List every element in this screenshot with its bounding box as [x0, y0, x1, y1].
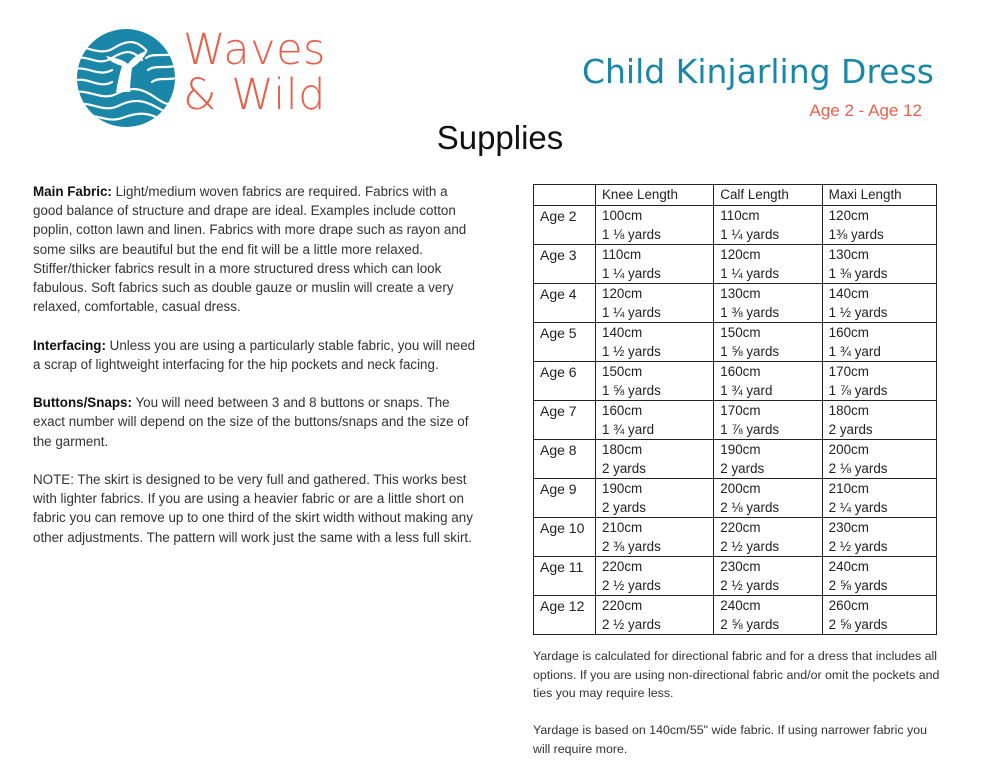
length-cm: 130cm — [828, 247, 869, 262]
header-corner — [534, 185, 596, 206]
calf-length-cell — [714, 284, 822, 323]
maxi-length-cell — [822, 401, 936, 440]
supply-buttons-snaps — [33, 393, 481, 451]
knee-length-cell — [596, 440, 714, 479]
length-yards: 2 ¼ yards — [828, 499, 888, 515]
brand-line-2: & Wild — [183, 70, 326, 120]
length-cm: 230cm — [828, 520, 869, 535]
length-yards: 2 ½ yards — [602, 616, 661, 632]
knee-length-cell — [596, 518, 714, 557]
length-yards: 1 ¼ yards — [602, 265, 661, 281]
table-row — [534, 518, 937, 557]
calf-length-cell — [714, 596, 822, 635]
length-yards: 1 ⅞ yards — [828, 382, 888, 398]
length-yards: 1 ¼ yards — [720, 226, 780, 242]
length-yards: 2 ⅝ yards — [828, 577, 888, 593]
length-cm: 220cm — [720, 520, 761, 535]
table-row — [534, 440, 937, 479]
row-age-label: Age 10 — [534, 518, 596, 557]
supply-interfacing — [33, 336, 481, 374]
calf-length-cell — [714, 479, 822, 518]
yardage-notes — [533, 647, 943, 773]
table-row — [534, 206, 937, 245]
age-range: Age 2 - Age 12 — [809, 101, 922, 120]
length-yards: 2 ½ yards — [602, 577, 661, 593]
knee-length-cell — [596, 596, 714, 635]
table-row — [534, 479, 937, 518]
header-knee-length: Knee Length — [596, 185, 714, 206]
maxi-length-cell — [822, 557, 936, 596]
maxi-length-cell — [822, 518, 936, 557]
length-yards: 2 ½ yards — [720, 538, 780, 554]
length-cm: 180cm — [828, 403, 869, 418]
length-yards: 1 ⅜ yards — [828, 265, 888, 281]
knee-length-cell — [596, 206, 714, 245]
header-calf-length: Calf Length — [714, 185, 822, 206]
length-cm: 220cm — [602, 559, 643, 574]
length-yards: 1 ⅛ yards — [602, 226, 661, 242]
length-cm: 190cm — [720, 442, 761, 457]
length-cm: 240cm — [828, 559, 869, 574]
knee-length-cell — [596, 557, 714, 596]
length-yards: 2 ⅛ yards — [828, 460, 888, 476]
row-age-label: Age 12 — [534, 596, 596, 635]
brand-line-1: Waves — [183, 25, 326, 75]
supply-description: Light/medium woven fabrics are required. Fabrics with a good balance of structure and drape are ideal. Examples include cotton poplin, cotton lawn and linen. Fabrics with more drape such as rayon and some silks are beautiful but the end fit will be a little more relaxed. Stiffer/thicker fabrics result in a more structured dress which can look fabulous. Soft fabrics such as double gauze or muslin will create a very relaxed, comfortable, casual dress. — [33, 184, 467, 315]
length-cm: 240cm — [720, 598, 761, 613]
calf-length-cell — [714, 440, 822, 479]
length-cm: 150cm — [602, 364, 643, 379]
table-row — [534, 596, 937, 635]
length-yards: 1 ¾ yard — [828, 343, 881, 359]
row-age-label: Age 2 — [534, 206, 596, 245]
length-yards: 1⅜ yards — [828, 226, 884, 242]
length-yards: 2 ½ yards — [720, 577, 780, 593]
maxi-length-cell — [822, 362, 936, 401]
length-cm: 140cm — [828, 286, 869, 301]
length-cm: 140cm — [602, 325, 643, 340]
row-age-label: Age 4 — [534, 284, 596, 323]
supply-label: Buttons/Snaps: — [33, 395, 132, 411]
knee-length-cell — [596, 284, 714, 323]
length-cm: 200cm — [720, 481, 761, 496]
row-age-label: Age 3 — [534, 245, 596, 284]
row-age-label: Age 9 — [534, 479, 596, 518]
knee-length-cell — [596, 479, 714, 518]
supply-description: Unless you are using a particularly stable fabric, you will need a scrap of lightweight interfacing for the hip pockets and neck facing. — [33, 337, 476, 372]
maxi-length-cell — [822, 206, 936, 245]
length-yards: 1 ⅜ yards — [720, 304, 780, 320]
length-cm: 260cm — [828, 598, 869, 613]
note-text: NOTE: The skirt is designed to be very full and gathered. This works best with lighter fabrics. If you are using a heavier fabric or are a little short on fabric you can remove up to one third of the skirt width without making any other adjustments. The pattern will work just the same with a less full skirt. — [33, 472, 473, 545]
length-yards: 2 ⅝ yards — [828, 616, 888, 632]
fabric-yardage-table — [533, 184, 937, 635]
length-yards: 2 yards — [602, 499, 646, 515]
row-age-label: Age 8 — [534, 440, 596, 479]
row-age-label: Age 6 — [534, 362, 596, 401]
calf-length-cell — [714, 362, 822, 401]
length-cm: 120cm — [602, 286, 643, 301]
supply-label: Main Fabric: — [33, 184, 112, 199]
length-cm: 160cm — [720, 364, 761, 379]
yardage-note: Yardage is calculated for directional fabric and for a dress that includes all options. If you are using non-directional fabric and/or omit the pockets and ties you may require less. — [533, 649, 940, 701]
length-cm: 220cm — [602, 598, 643, 613]
supply-main-fabric — [33, 182, 481, 316]
table-row — [534, 362, 937, 401]
maxi-length-cell — [822, 596, 936, 635]
knee-length-cell — [596, 245, 714, 284]
length-cm: 160cm — [828, 325, 869, 340]
length-yards: 1 ¾ yard — [602, 421, 655, 437]
table-row — [534, 401, 937, 440]
length-cm: 170cm — [720, 403, 761, 418]
calf-length-cell — [714, 245, 822, 284]
maxi-length-cell — [822, 284, 936, 323]
maxi-length-cell — [822, 245, 936, 284]
length-yards: 2 ⅝ yards — [720, 616, 780, 632]
supply-description: You will need between 3 and 8 buttons or snaps. The exact number will depend on the size of the buttons/snaps and the size of the garment. — [33, 395, 469, 449]
whale-tail-waves-logo — [76, 28, 176, 128]
length-cm: 150cm — [720, 325, 761, 340]
length-cm: 230cm — [720, 559, 761, 574]
knee-length-cell — [596, 323, 714, 362]
brand-wordmark — [183, 25, 326, 120]
length-cm: 100cm — [602, 208, 643, 223]
length-yards: 1 ¼ yards — [602, 304, 661, 320]
table-row — [534, 557, 937, 596]
header-maxi-length: Maxi Length — [822, 185, 936, 206]
knee-length-cell — [596, 362, 714, 401]
supplies-text — [33, 182, 481, 566]
knee-length-cell — [596, 401, 714, 440]
calf-length-cell — [714, 557, 822, 596]
length-cm: 170cm — [828, 364, 869, 379]
length-cm: 160cm — [602, 403, 643, 418]
maxi-length-cell — [822, 440, 936, 479]
length-cm: 200cm — [828, 442, 869, 457]
maxi-length-cell — [822, 479, 936, 518]
table-row — [534, 323, 937, 362]
table-header-row — [534, 185, 937, 206]
length-yards: 1 ½ yards — [602, 343, 661, 359]
length-yards: 1 ⅞ yards — [720, 421, 780, 437]
length-yards: 2 yards — [602, 460, 646, 476]
length-cm: 130cm — [720, 286, 761, 301]
calf-length-cell — [714, 323, 822, 362]
calf-length-cell — [714, 206, 822, 245]
length-yards: 2 ½ yards — [828, 538, 888, 554]
length-cm: 210cm — [602, 520, 643, 535]
length-yards: 2 ⅜ yards — [602, 538, 661, 554]
row-age-label: Age 11 — [534, 557, 596, 596]
supply-label: Interfacing: — [33, 337, 106, 353]
length-cm: 180cm — [602, 442, 643, 457]
yardage-note: Yardage is based on 140cm/55" wide fabric. If using narrower fabric you will require more. — [533, 723, 927, 756]
length-yards: 1 ¾ yard — [720, 382, 773, 398]
length-yards: 2 yards — [828, 421, 873, 437]
row-age-label: Age 7 — [534, 401, 596, 440]
table-row — [534, 284, 937, 323]
maxi-length-cell — [822, 323, 936, 362]
length-cm: 110cm — [602, 247, 642, 262]
table-row — [534, 245, 937, 284]
calf-length-cell — [714, 518, 822, 557]
section-title: Supplies — [436, 119, 564, 156]
pattern-title: Child Kinjarling Dress — [581, 52, 934, 91]
length-yards: 1 ¼ yards — [720, 265, 780, 281]
length-cm: 210cm — [828, 481, 869, 496]
length-yards: 1 ½ yards — [828, 304, 888, 320]
length-cm: 110cm — [720, 208, 760, 223]
calf-length-cell — [714, 401, 822, 440]
length-yards: 1 ⅝ yards — [720, 343, 780, 359]
length-cm: 120cm — [720, 247, 761, 262]
length-yards: 1 ⅝ yards — [602, 382, 661, 398]
skirt-note — [33, 470, 481, 547]
length-yards: 2 yards — [720, 460, 765, 476]
length-cm: 120cm — [828, 208, 869, 223]
row-age-label: Age 5 — [534, 323, 596, 362]
length-yards: 2 ⅛ yards — [720, 499, 780, 515]
length-cm: 190cm — [602, 481, 643, 496]
